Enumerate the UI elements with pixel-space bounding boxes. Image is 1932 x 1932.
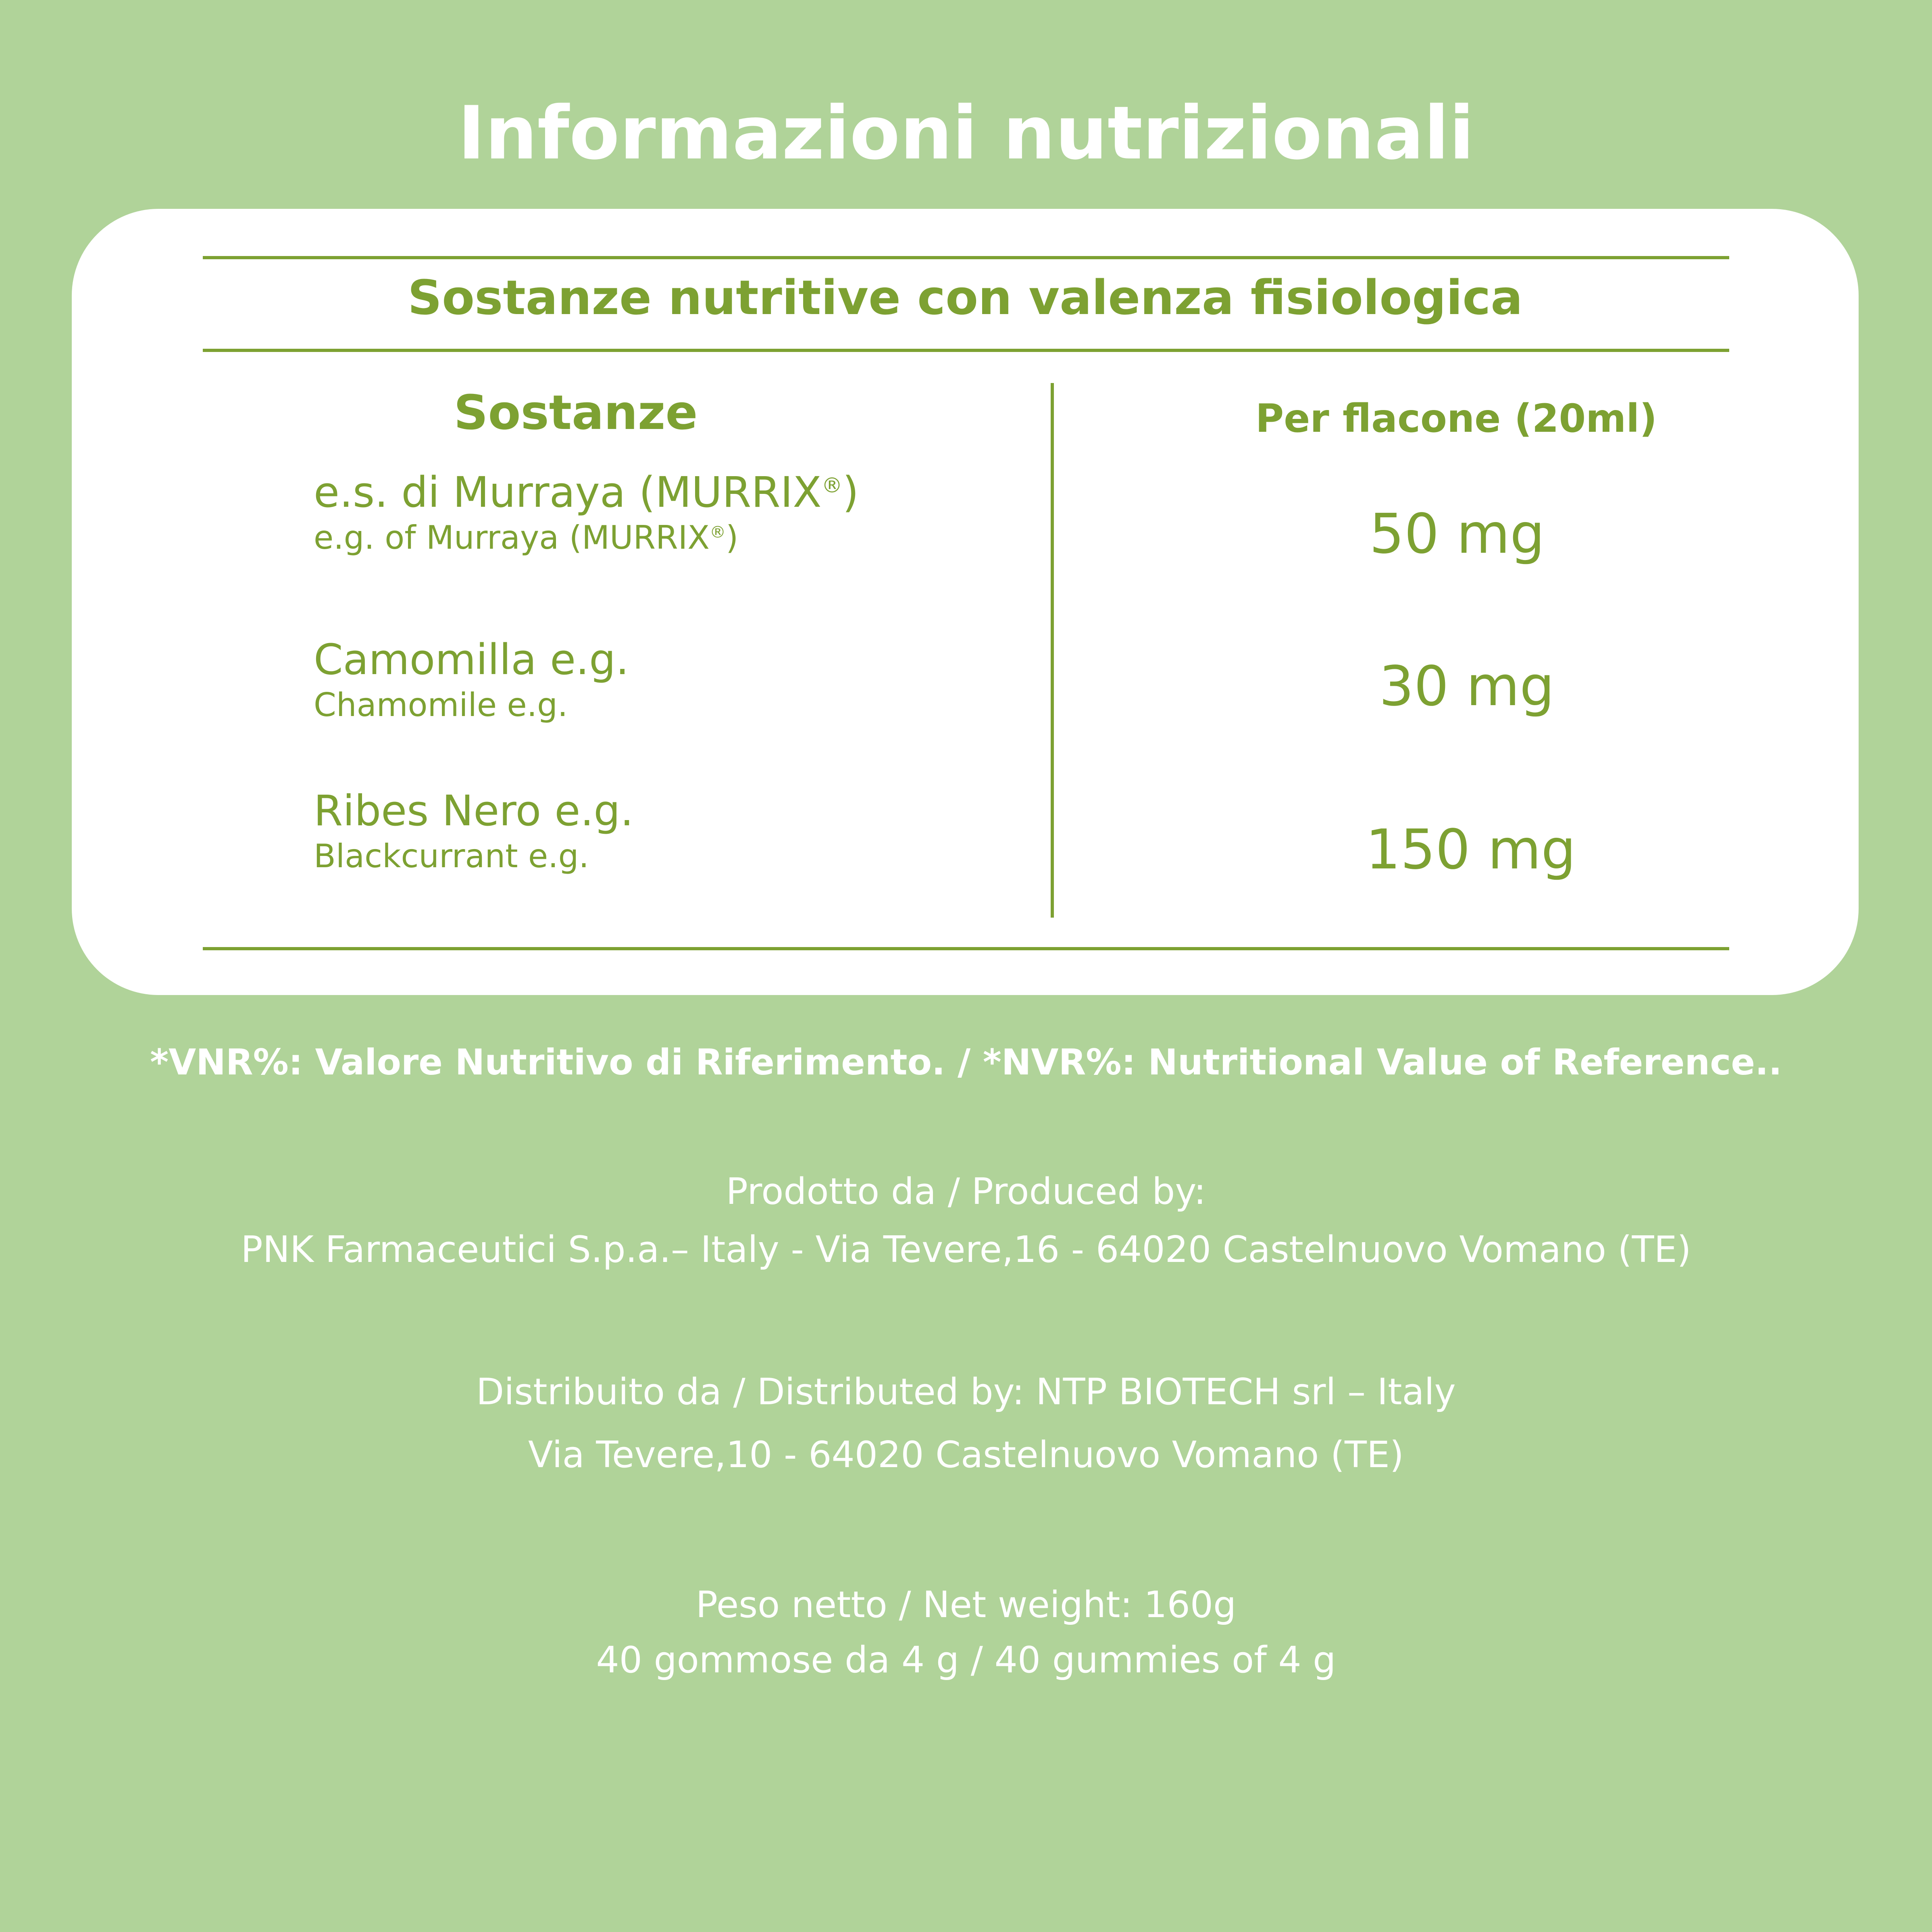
gummies-count: 40 gommose da 4 g / 40 gummies of 4 g <box>596 1639 1336 1681</box>
nutrition-card <box>72 209 1859 995</box>
registered-mark: ® <box>821 473 843 498</box>
substance-name: Camomilla e.g. <box>314 635 629 684</box>
table-bottom-rule <box>203 947 1729 950</box>
substance-name: Ribes Nero e.g. <box>314 786 634 835</box>
substance-translation: e.g. of Murraya (MURRIX®) <box>314 519 739 556</box>
registered-mark: ® <box>710 523 726 542</box>
table-top-rule <box>203 256 1729 259</box>
amount-murraya: 50 mg <box>1369 502 1545 566</box>
table-title: Sostanze nutritive con valenza fisiologica <box>408 270 1523 325</box>
column-header-per-bottle: Per flacone (20ml) <box>1255 396 1657 441</box>
substance-name: e.s. di Murraya (MURRIX®) <box>314 468 859 517</box>
table-row-blackcurrant <box>314 785 1039 876</box>
table-row-chamomile <box>314 634 1039 725</box>
produced-by-label: Prodotto da / Produced by: <box>726 1170 1206 1213</box>
produced-by-address: PNK Farmaceutici S.p.a.– Italy - Via Tevere,16 - 64020 Castelnuovo Vomano (TE) <box>241 1228 1691 1271</box>
column-divider <box>1051 383 1054 918</box>
column-header-substances: Sostanze <box>454 385 698 440</box>
table-header-rule <box>203 349 1729 352</box>
page-title: Informazioni nutrizionali <box>458 90 1474 176</box>
distributed-by-address: Via Tevere,10 - 64020 Castelnuovo Vomano (TE) <box>528 1434 1404 1476</box>
net-weight: Peso netto / Net weight: 160g <box>695 1584 1237 1626</box>
substance-translation: Chamomile e.g. <box>314 686 568 724</box>
substance-translation: Blackcurrant e.g. <box>314 837 589 875</box>
vnr-footnote: *VNR%: Valore Nutritivo di Riferimento. / *NVR%: Nutritional Value of Reference.. <box>150 1041 1782 1083</box>
amount-blackcurrant: 150 mg <box>1366 818 1576 882</box>
amount-chamomile: 30 mg <box>1379 655 1555 718</box>
distributed-by-label: Distribuito da / Distributed by: NTP BIOTECH srl – Italy <box>476 1371 1456 1413</box>
table-row-murraya <box>314 467 1039 558</box>
